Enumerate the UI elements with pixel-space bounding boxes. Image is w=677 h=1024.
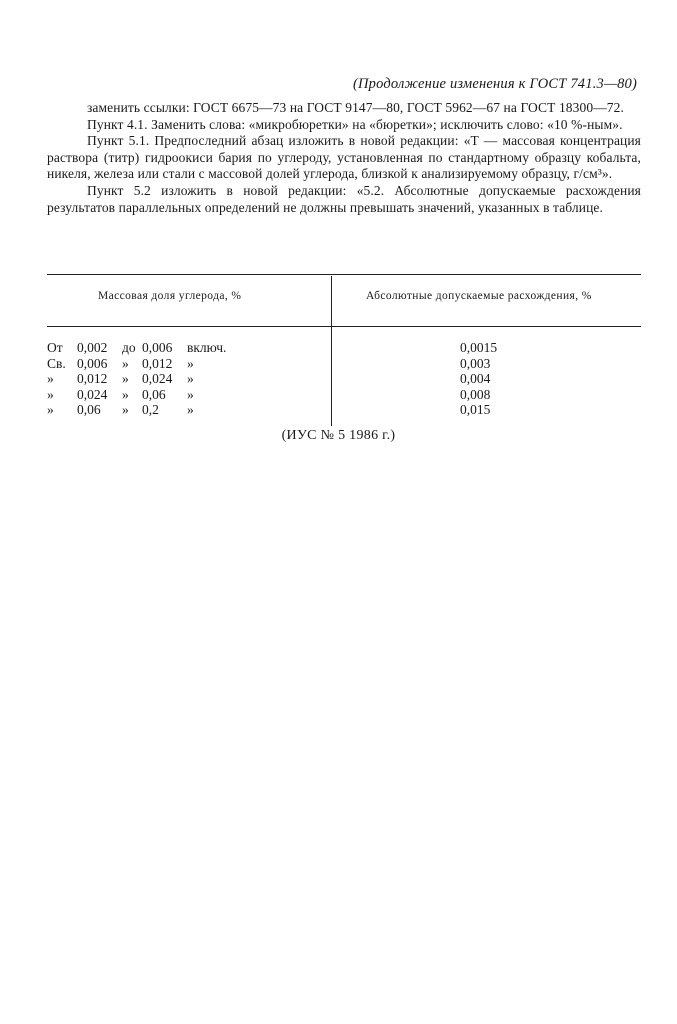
range-separator: » (122, 371, 129, 386)
table-header-tolerance: Абсолютные допускаемые расхождения, % (366, 290, 592, 302)
row-prefix: » (47, 386, 54, 402)
table-header-mass-fraction: Массовая доля углерода, % (98, 290, 242, 302)
row-prefix: Св. (47, 355, 66, 371)
range-separator: до (122, 340, 136, 355)
table-row (47, 387, 641, 403)
table-body (47, 340, 641, 418)
page-header: (Продолжение изменения к ГОСТ 741.3—80) (352, 76, 637, 92)
paragraph-references: заменить ссылки: ГОСТ 6675—73 на ГОСТ 9147—80, ГОСТ 5962—67 на ГОСТ 18300—72. (87, 100, 624, 115)
table-row (47, 402, 641, 418)
table-row (47, 356, 641, 372)
table-row (47, 340, 641, 356)
table-header-rule (47, 326, 641, 327)
range-to: 0,06 (142, 386, 166, 402)
tolerance-value: 0,008 (460, 386, 491, 402)
range-from: 0,006 (77, 355, 108, 371)
range-from: 0,002 (77, 340, 108, 355)
table-top-rule (47, 274, 641, 275)
tolerance-value: 0,003 (460, 355, 491, 371)
paragraph-5-2: Пункт 5.2 изложить в новой редакции: «5.2. Абсолютные допускаемые расхождения результатов параллельных определений не должны превышать значений, указанных в таблице. (47, 182, 641, 215)
tolerance-value: 0,004 (460, 371, 491, 386)
range-from: 0,024 (77, 386, 108, 402)
tolerance-value: 0,0015 (460, 340, 498, 355)
range-suffix: включ. (187, 340, 227, 355)
row-prefix: От (47, 340, 63, 355)
table-row (47, 371, 641, 387)
range-to: 0,024 (142, 371, 173, 386)
range-from: 0,012 (77, 371, 108, 386)
row-prefix: » (47, 402, 54, 417)
range-suffix: » (187, 402, 194, 417)
row-prefix: » (47, 371, 54, 386)
range-from: 0,06 (77, 402, 101, 417)
range-separator: » (122, 386, 129, 402)
range-suffix: » (187, 386, 194, 402)
paragraph-4-1: Пункт 4.1. Заменить слова: «микробюретки» на «бюретки»; исключить слово: «10 %-ным». (87, 116, 623, 132)
page-footer-source: (ИУС № 5 1986 г.) (281, 428, 396, 443)
tolerance-value: 0,015 (460, 402, 491, 417)
range-separator: » (122, 402, 129, 417)
range-separator: » (122, 355, 129, 371)
range-to: 0,2 (142, 402, 159, 417)
range-suffix: » (187, 355, 194, 371)
range-suffix: » (187, 371, 194, 386)
range-to: 0,006 (142, 340, 173, 355)
range-to: 0,012 (142, 355, 173, 371)
body-text (47, 100, 641, 216)
paragraph-5-1: Пункт 5.1. Предпоследний абзац изложить в новой редакции: «T — массовая концентрация раствора (титр) гидроокиси бария по углероду, установленная по стандартному образцу кобальта, никеля, железа или стали с массовой долей углерода, близкой к анализируемому образцу, г/см³». (47, 133, 641, 182)
